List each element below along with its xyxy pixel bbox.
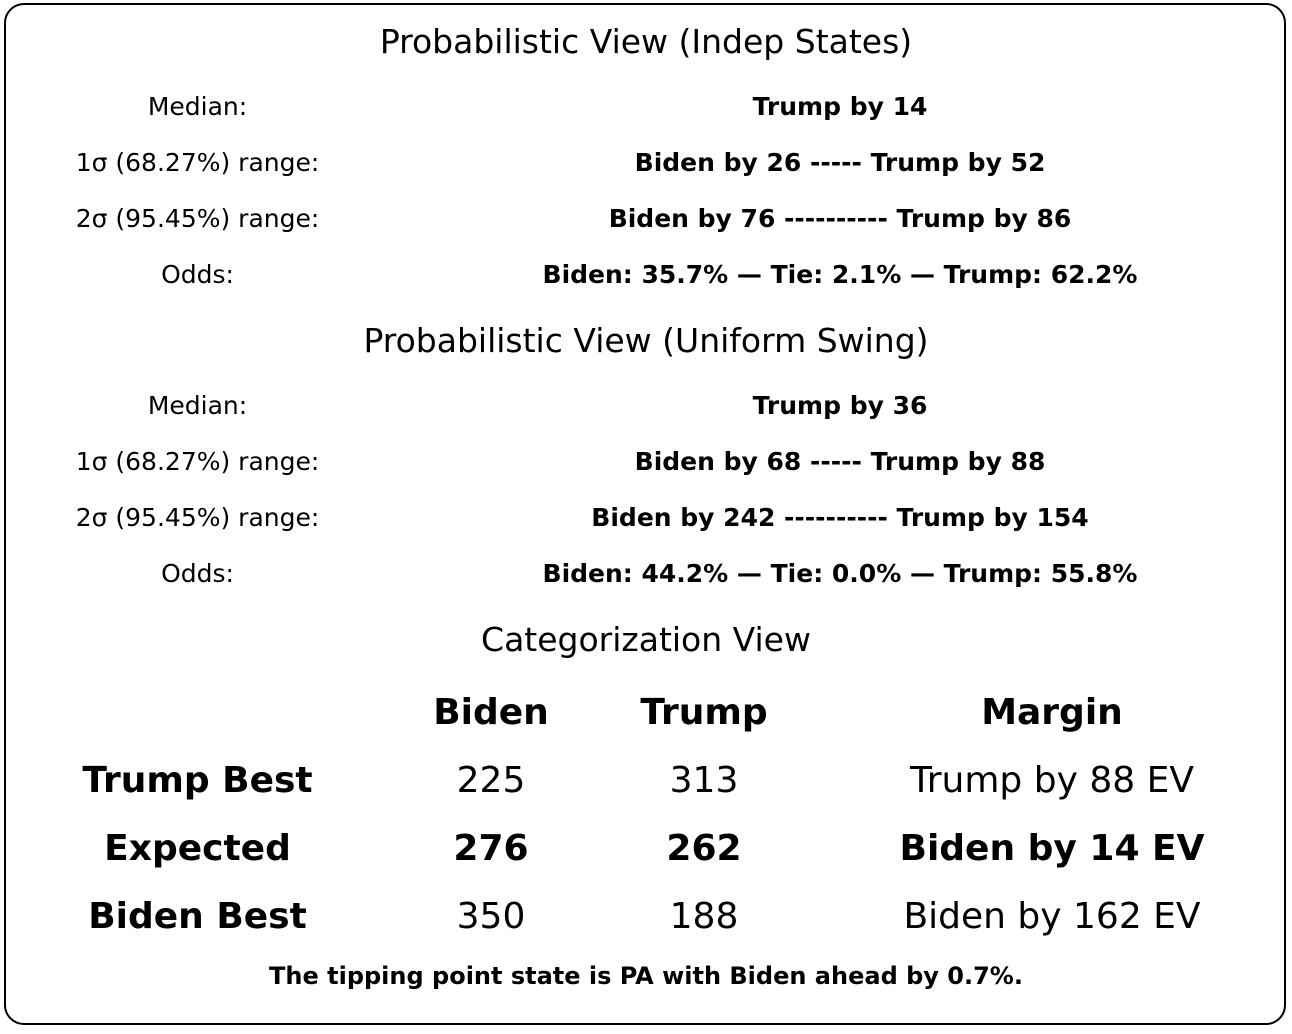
biden-best-biden-ev: 350	[456, 896, 526, 937]
row-label-biden-best: Biden Best	[88, 896, 307, 937]
biden-best-margin: Biden by 162 EV	[903, 896, 1201, 937]
indep-median-label: Median:	[147, 92, 248, 121]
uniform-2sigma-label: 2σ (95.45%) range:	[75, 503, 320, 532]
uniform-swing-title: Probabilistic View (Uniform Swing)	[363, 321, 929, 360]
header-biden: Biden	[433, 692, 549, 733]
uniform-1sigma-value: Biden by 68 ----- Trump by 88	[634, 447, 1046, 476]
uniform-odds-label: Odds:	[161, 559, 234, 588]
uniform-median-label: Median:	[147, 391, 248, 420]
header-trump: Trump	[640, 692, 768, 733]
indep-odds-label: Odds:	[161, 260, 234, 289]
expected-margin: Biden by 14 EV	[899, 828, 1205, 869]
row-label-expected: Expected	[104, 828, 291, 869]
uniform-1sigma-label: 1σ (68.27%) range:	[75, 447, 320, 476]
indep-2sigma-value: Biden by 76 ---------- Trump by 86	[608, 204, 1072, 233]
tipping-point-note: The tipping point state is PA with Biden ahead by 0.7%.	[269, 962, 1023, 990]
indep-median-value: Trump by 14	[752, 92, 928, 121]
trump-best-biden-ev: 225	[456, 760, 526, 801]
trump-best-trump-ev: 313	[669, 760, 739, 801]
uniform-median-value: Trump by 36	[752, 391, 928, 420]
expected-biden-ev: 276	[453, 828, 529, 869]
indep-odds-value: Biden: 35.7% — Tie: 2.1% — Trump: 62.2%	[542, 260, 1138, 289]
indep-1sigma-value: Biden by 26 ----- Trump by 52	[634, 148, 1046, 177]
uniform-2sigma-value: Biden by 242 ---------- Trump by 154	[591, 503, 1089, 532]
indep-2sigma-label: 2σ (95.45%) range:	[75, 204, 320, 233]
trump-best-margin: Trump by 88 EV	[910, 760, 1194, 801]
indep-1sigma-label: 1σ (68.27%) range:	[75, 148, 320, 177]
biden-best-trump-ev: 188	[669, 896, 739, 937]
uniform-odds-value: Biden: 44.2% — Tie: 0.0% — Trump: 55.8%	[542, 559, 1138, 588]
indep-states-title: Probabilistic View (Indep States)	[379, 22, 913, 61]
categorization-title: Categorization View	[481, 620, 811, 659]
expected-trump-ev: 262	[666, 828, 742, 869]
header-margin: Margin	[981, 692, 1123, 733]
row-label-trump-best: Trump Best	[82, 760, 313, 801]
